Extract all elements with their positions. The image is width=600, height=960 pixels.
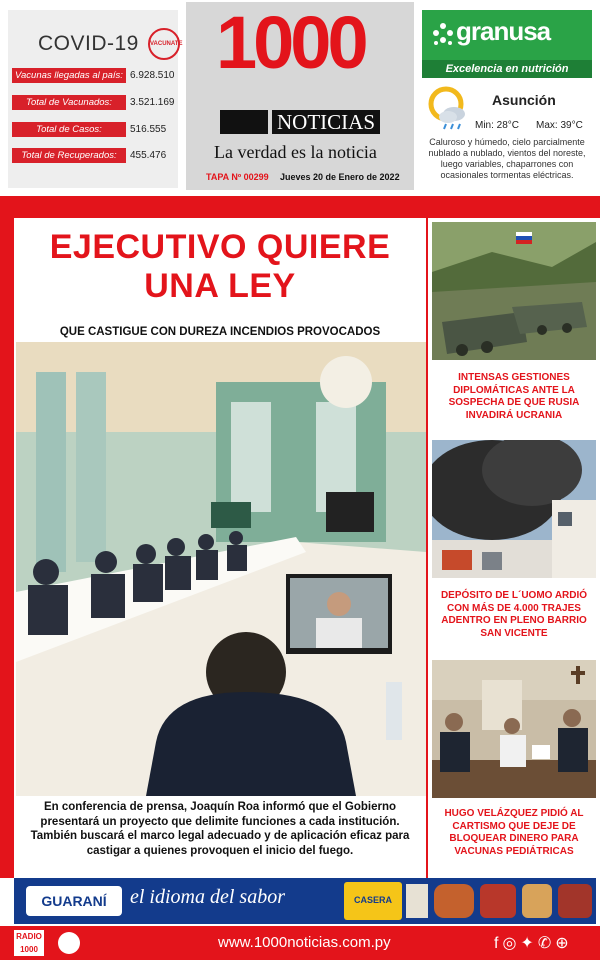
covid-row (12, 148, 176, 163)
guarani-ad-banner[interactable] (14, 878, 596, 924)
granusa-ad[interactable] (422, 10, 592, 78)
covid-row-label: Total de Casos: (12, 122, 126, 137)
station-logo-icon[interactable] (58, 932, 80, 954)
main-headline (14, 228, 426, 306)
whatsapp-icon[interactable]: ✆ (537, 935, 556, 952)
vacunate-badge: VACUNATE (148, 28, 180, 60)
fire-smoke-image (432, 440, 596, 578)
covid-row-value: 516.555 (130, 124, 167, 135)
logo-bar (220, 110, 268, 134)
issue-number: TAPA Nº 00299 (206, 172, 269, 182)
meeting-image (432, 660, 596, 798)
granusa-name: granusa (456, 16, 551, 46)
weather-description: Caluroso y húmedo, cielo parcialmente nublado a nublado, vientos del noreste, luego variables, chaparrones con ocasionales tormentas eléctricas. (428, 137, 586, 180)
side-headline[interactable]: DEPÓSITO DE L´UOMO ARDIÓ CON MÁS DE 4.000 TRAJES ADENTRO EN PLENO BARRIO SAN VICENTE (432, 590, 596, 640)
side-headline[interactable]: HUGO VELÁZQUEZ PIDIÓ AL CARTISMO QUE DEJE DE BLOQUEAR DINERO PARA VACUNAS PEDIÁTRICAS (432, 808, 596, 858)
covid-row-value: 6.928.510 (130, 70, 175, 81)
covid-title: COVID-19 (38, 32, 139, 55)
burger-image (434, 884, 474, 918)
food-image (558, 884, 592, 918)
main-subheadline: QUE CASTIGUE CON DUREZA INCENDIOS PROVOCADOS (59, 326, 381, 338)
covid-row-label: Vacunas llegadas al país: (12, 68, 126, 83)
weather-city: Asunción (492, 92, 556, 108)
issue-date: Jueves 20 de Enero de 2022 (280, 172, 400, 182)
weather-box (422, 80, 592, 190)
covid-row-value: 455.476 (130, 150, 167, 161)
weather-icon (426, 84, 468, 130)
twitter-icon[interactable]: ✦ (520, 935, 538, 952)
covid-stats-box (8, 10, 183, 188)
granusa-logo-icon (432, 22, 454, 46)
covid-row (12, 122, 176, 137)
main-story[interactable] (14, 218, 426, 878)
weather-min: Min: 28°C (475, 120, 520, 131)
main-body: En conferencia de prensa, Joaquín Roa informó que el Gobierno presentará un proyecto que delimite funciones a cada institución. También buscará el marco legal adecuado y de aplicación eficaz para castigar a quienes provoquen el inicio del fuego. (30, 801, 410, 857)
side-photo-tanks[interactable] (432, 222, 596, 360)
conference-room-image (16, 342, 426, 796)
site-url[interactable]: www.1000noticias.com.py (218, 934, 391, 951)
weather-max: Max: 39°C (536, 120, 583, 131)
masthead (186, 2, 414, 190)
covid-row-value: 3.521.169 (130, 97, 175, 108)
guarani-logo: GUARANÍ (26, 886, 122, 916)
facebook-icon[interactable]: f (494, 935, 503, 952)
covid-row (12, 95, 176, 110)
side-photo-fire[interactable] (432, 440, 596, 578)
guarani-slogan: el idioma del sabor (130, 886, 285, 908)
covid-row (12, 68, 176, 83)
side-headline[interactable]: INTENSAS GESTIONES DIPLOMÁTICAS ANTE LA SOSPECHA DE QUE RUSIA INVADIRÁ UCRANIA (432, 372, 596, 422)
social-icons (494, 933, 573, 953)
radio-1000-logo[interactable]: RADIO 1000 (14, 930, 44, 956)
tanks-image (432, 222, 596, 360)
main-headline-line: EJECUTIVO QUIERE (49, 228, 391, 266)
granusa-tagline: Excelencia en nutrición (422, 60, 592, 78)
product-box (344, 882, 402, 920)
product-item (406, 884, 428, 918)
logo: 1000 (216, 1, 365, 84)
instagram-icon[interactable]: ◎ (502, 935, 521, 952)
main-headline-line: UNA LEY (144, 267, 296, 305)
covid-row-label: Total de Vacunados: (12, 95, 126, 110)
side-photo-meeting[interactable] (432, 660, 596, 798)
logo-noticias: NOTICIAS (272, 110, 380, 134)
food-image (522, 884, 552, 918)
web-icon[interactable]: ⊕ (555, 935, 573, 952)
slogan: La verdad es la noticia (214, 142, 377, 162)
product-label: CASERA (353, 895, 392, 905)
covid-row-label: Total de Recuperados: (12, 148, 126, 163)
main-photo (16, 342, 426, 796)
food-image (480, 884, 516, 918)
footer-bar (0, 926, 600, 960)
